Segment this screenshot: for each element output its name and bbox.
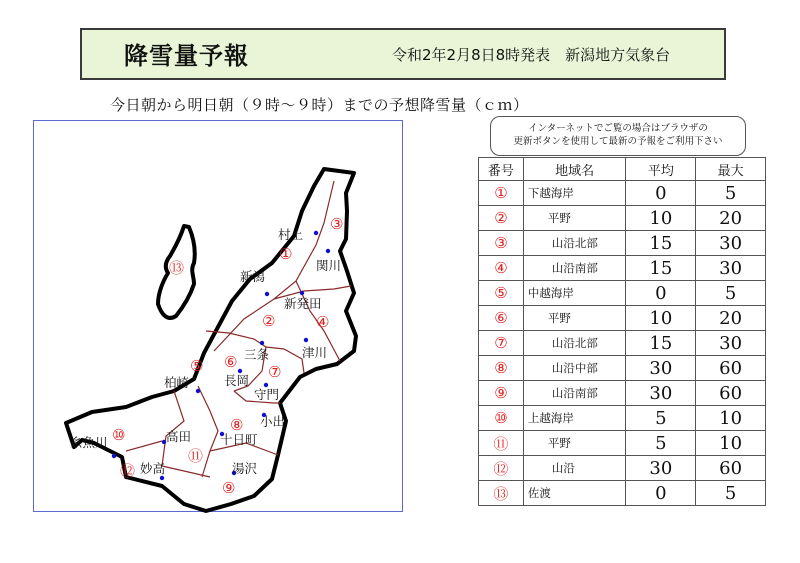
region-number-9: ⑨ <box>222 479 236 497</box>
map-svg <box>34 121 404 513</box>
row-maximum: 5 <box>696 481 766 506</box>
region-number-1: ① <box>279 245 293 263</box>
row-area: 山沿南部 <box>523 256 626 281</box>
row-number: ⑩ <box>479 406 524 431</box>
row-area: 山沿中部 <box>523 356 626 381</box>
table-row <box>479 331 766 356</box>
page-title: 降雪量予報 <box>124 42 249 70</box>
forecast-period-subtitle: 今日朝から明日朝（９時～９時）までの予想降雪量（ｃｍ） <box>110 96 529 114</box>
table-header-row <box>479 158 766 181</box>
notice-line-1: インターネットでご覧の場合はブラウザの <box>528 123 708 134</box>
table-row <box>479 181 766 206</box>
row-average: 10 <box>626 206 696 231</box>
row-average: 0 <box>626 281 696 306</box>
notice-line-2: 更新ボタンを使用して最新の予報をご利用下さい <box>513 136 723 147</box>
city-label-kashiwazaki: 柏崎 <box>164 375 190 390</box>
header-average: 平均 <box>626 158 696 181</box>
region-number-12: ⑫ <box>120 462 136 480</box>
row-number: ⑤ <box>479 281 524 306</box>
row-maximum: 60 <box>696 356 766 381</box>
row-average: 10 <box>626 306 696 331</box>
city-label-tokamachi: 十日町 <box>220 432 258 447</box>
city-label-niigata: 新潟 <box>240 269 266 284</box>
table-row <box>479 206 766 231</box>
row-maximum: 10 <box>696 406 766 431</box>
table-row <box>479 431 766 456</box>
row-area: 山沿 <box>523 456 626 481</box>
region-number-2: ② <box>262 312 276 330</box>
table-row <box>479 356 766 381</box>
row-number: ④ <box>479 256 524 281</box>
region-number-8: ⑧ <box>230 416 244 434</box>
row-number: ⑥ <box>479 306 524 331</box>
city-label-murakami: 村上 <box>278 227 304 242</box>
row-area: 平野 <box>523 431 626 456</box>
mainland-outline <box>66 169 356 511</box>
city-label-shibata: 新発田 <box>284 296 322 311</box>
city-label-myoko: 妙高 <box>140 461 166 476</box>
city-label-sekikawa: 関川 <box>316 258 342 273</box>
row-average: 15 <box>626 256 696 281</box>
region-number-5: ⑤ <box>190 357 204 375</box>
region-number-4: ④ <box>316 313 330 331</box>
row-average: 30 <box>626 381 696 406</box>
table-row <box>479 381 766 406</box>
row-average: 15 <box>626 231 696 256</box>
issued-info: 令和2年2月8日8時発表 新潟地方気象台 <box>392 46 671 64</box>
header-maximum: 最大 <box>696 158 766 181</box>
row-area: 平野 <box>523 306 626 331</box>
row-average: 30 <box>626 356 696 381</box>
row-average: 5 <box>626 431 696 456</box>
row-maximum: 10 <box>696 431 766 456</box>
row-number: ⑦ <box>479 331 524 356</box>
header-box <box>80 28 726 80</box>
table-row <box>479 406 766 431</box>
region-number-10: ⑩ <box>112 426 126 444</box>
row-area: 山沿南部 <box>523 381 626 406</box>
row-average: 0 <box>626 481 696 506</box>
region-number-6: ⑥ <box>224 353 238 371</box>
row-area: 平野 <box>523 206 626 231</box>
header-area: 地域名 <box>523 158 626 181</box>
row-area: 下越海岸 <box>523 181 626 206</box>
row-number: ⑬ <box>479 481 524 506</box>
row-maximum: 5 <box>696 181 766 206</box>
row-average: 30 <box>626 456 696 481</box>
region-number-7: ⑦ <box>268 363 282 381</box>
city-label-tsugawa: 津川 <box>302 345 328 360</box>
row-number: ② <box>479 206 524 231</box>
row-maximum: 30 <box>696 231 766 256</box>
city-label-nagaoka: 長岡 <box>224 373 250 388</box>
region-number-11: ⑪ <box>188 447 204 465</box>
table-row <box>479 456 766 481</box>
row-maximum: 30 <box>696 331 766 356</box>
table-row <box>479 481 766 506</box>
row-number: ⑫ <box>479 456 524 481</box>
table-row <box>479 281 766 306</box>
city-label-itoigawa: 糸魚川 <box>70 435 108 450</box>
row-area: 中越海岸 <box>523 281 626 306</box>
region-number-13: ⑬ <box>169 259 185 277</box>
header-number: 番号 <box>479 158 524 181</box>
table-row <box>479 306 766 331</box>
row-maximum: 20 <box>696 306 766 331</box>
row-average: 5 <box>626 406 696 431</box>
row-maximum: 60 <box>696 381 766 406</box>
city-label-yuzawa: 湯沢 <box>232 461 258 476</box>
niigata-map <box>33 120 403 512</box>
row-maximum: 20 <box>696 206 766 231</box>
table-row <box>479 231 766 256</box>
row-number: ⑧ <box>479 356 524 381</box>
row-number: ③ <box>479 231 524 256</box>
row-maximum: 60 <box>696 456 766 481</box>
row-area: 山沿北部 <box>523 331 626 356</box>
region-number-3: ③ <box>330 215 344 233</box>
city-label-morikado: 守門 <box>254 387 280 402</box>
row-area: 佐渡 <box>523 481 626 506</box>
row-maximum: 5 <box>696 281 766 306</box>
snowfall-table <box>478 157 766 506</box>
row-number: ⑨ <box>479 381 524 406</box>
row-maximum: 30 <box>696 256 766 281</box>
row-average: 0 <box>626 181 696 206</box>
row-average: 15 <box>626 331 696 356</box>
table-row <box>479 256 766 281</box>
row-area: 上越海岸 <box>523 406 626 431</box>
row-number: ⑪ <box>479 431 524 456</box>
update-notice <box>490 116 746 156</box>
city-label-sanjo: 三条 <box>244 347 270 362</box>
row-area: 山沿北部 <box>523 231 626 256</box>
row-number: ① <box>479 181 524 206</box>
city-label-koide: 小出 <box>260 414 286 429</box>
city-label-takada: 高田 <box>166 429 192 444</box>
